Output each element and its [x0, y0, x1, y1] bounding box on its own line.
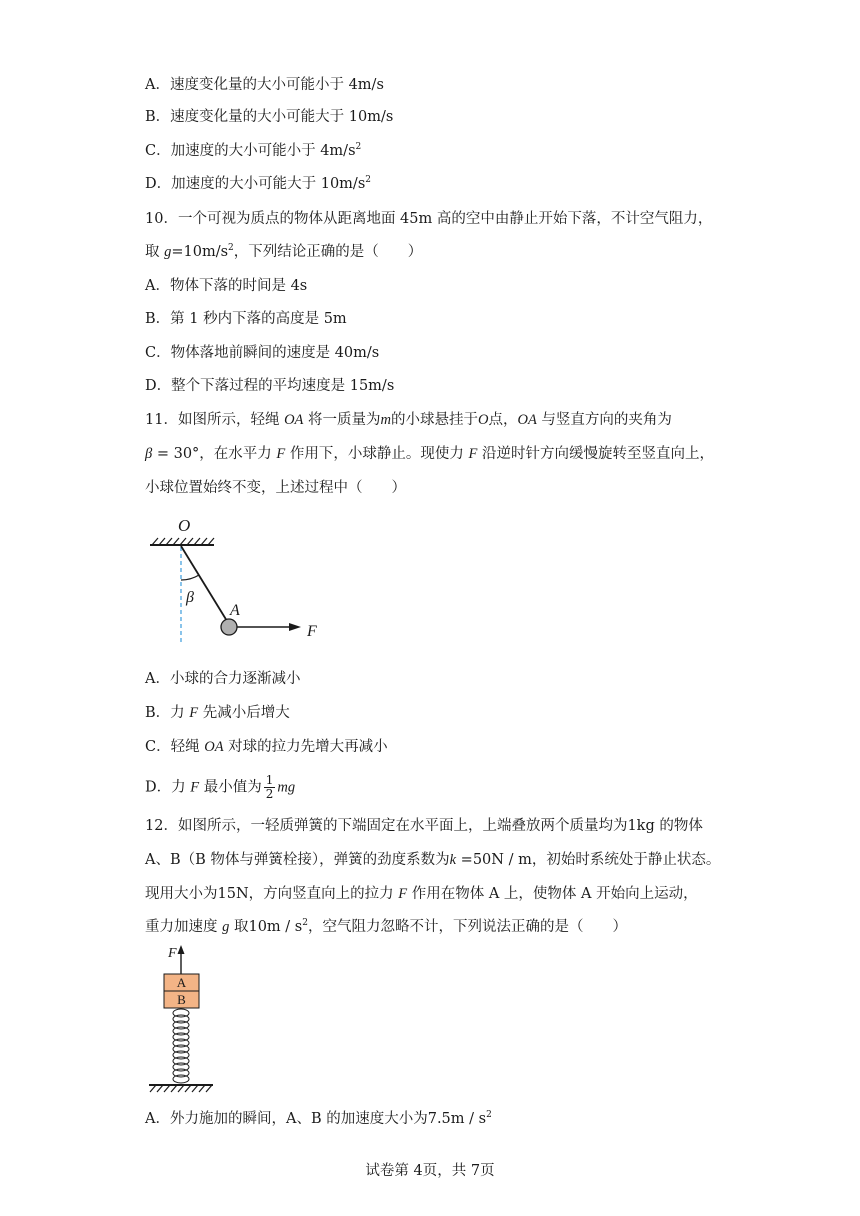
- q10-stem-line2: [145, 242, 422, 262]
- q11-c1: C．轻绳: [145, 739, 205, 755]
- q10-s2a: 取: [145, 244, 165, 260]
- q11-s1b: 将一质量为: [303, 412, 381, 428]
- q10-stem-line1: 10．一个可视为质点的物体从距离地面 45m 高的空中由静止开始下落，不计空气阻力，: [145, 211, 713, 227]
- q12-s3d: 作用在物体 A 上，使物体 A 开始向上运动，: [407, 886, 698, 902]
- q11-fig-label-beta: β: [186, 589, 194, 606]
- q11-stem-line1: [145, 410, 672, 430]
- q12-s3b: 15N: [217, 886, 249, 902]
- q12-stem-line4: [145, 917, 627, 937]
- q12-s2a: A、B（B 物体与弹簧栓接），弹簧的劲度系数为: [145, 852, 450, 868]
- q11-ball: [221, 619, 237, 635]
- q11-option-c: [145, 737, 388, 757]
- q11-f2: F: [468, 446, 478, 462]
- q9-option-d: [145, 174, 371, 194]
- q12-fig-label-b: B: [177, 992, 186, 1007]
- q9-option-c-text: C．加速度的大小可能小于 4m/s: [145, 143, 356, 159]
- q12-sup: 2: [302, 918, 308, 928]
- q12-a-sup: 2: [486, 1110, 492, 1120]
- q10-option-d: D．整个下落过程的平均速度是 15m/s: [145, 378, 395, 394]
- q12-s1a: 12．如图所示，一轻质弹簧的下端固定在水平面上，上端叠放两个质量均为: [145, 818, 628, 834]
- q11-fig-label-f: F: [307, 623, 317, 640]
- q11-option-b: [145, 703, 290, 723]
- q11-fraction: [264, 774, 276, 801]
- q11-b2: 先减小后增大: [198, 705, 290, 721]
- q10-option-c: C．物体落地前瞬间的速度是 40m/s: [145, 345, 380, 361]
- q12-a-text: A．外力施加的瞬间，A、B 的加速度大小为: [145, 1111, 428, 1127]
- q11-d2: 最小值为: [199, 779, 262, 796]
- q11-fig-label-a: A: [230, 602, 240, 619]
- q11-c2: 对球的拉力先增大再减小: [223, 739, 388, 755]
- q12-s1b: 1kg: [627, 818, 655, 834]
- q10-s2b: =10m/s: [171, 244, 229, 260]
- q11-s2c: 沿逆时针方向缓慢旋转至竖直向上，: [477, 446, 714, 462]
- q12-s4c: 10m / s: [248, 919, 303, 935]
- q11-f: F: [276, 446, 286, 462]
- q12-stem-line2: [145, 850, 720, 870]
- q9-option-c: [145, 141, 361, 161]
- q11-s1a: 11．如图所示，轻绳: [145, 412, 285, 428]
- q11-option-d: [145, 774, 295, 801]
- q11-d-f: F: [190, 779, 200, 796]
- q12-s4a: 重力加速度: [145, 919, 223, 935]
- q11-ceiling-hatch: [152, 538, 214, 545]
- q12-fig-label-a: A: [176, 975, 187, 990]
- q11-fig-label-o: O: [178, 516, 191, 535]
- q11-mg: mg: [277, 779, 296, 796]
- q12-a-val: 7.5m / s: [427, 1111, 487, 1127]
- q11-b1: B．力: [145, 705, 190, 721]
- q9-option-a: A．速度变化量的大小可能小于 4m/s: [145, 77, 384, 93]
- q12-figure: [140, 940, 230, 1100]
- q9-option-c-sup: 2: [355, 142, 362, 152]
- q11-b-f: F: [189, 705, 199, 721]
- q10-option-b: B．第 1 秒内下落的高度是 5m: [145, 311, 347, 327]
- q11-s2b: 作用下，小球静止。现使力: [285, 446, 469, 462]
- q12-s4b: 取: [229, 919, 249, 935]
- q11-s1c: 的小球悬挂于: [391, 412, 478, 428]
- q11-stem-line3: 小球位置始终不变，上述过程中（ ）: [145, 480, 406, 496]
- q11-c-oa: OA: [204, 739, 224, 755]
- q9-option-d-sup: 2: [365, 175, 371, 185]
- q9-option-b: B．速度变化量的大小可能大于 10m/s: [145, 109, 394, 125]
- q12-s4d: ，空气阻力忽略不计，下列说法正确的是（ ）: [307, 919, 627, 935]
- q12-s3c: ，方向竖直向上的拉力: [248, 886, 399, 902]
- q11-o: O: [478, 412, 489, 428]
- q11-s1e: 与竖直方向的夹角为: [536, 412, 672, 428]
- q12-g: g: [222, 919, 230, 935]
- q11-beta: β: [145, 446, 153, 462]
- q12-k: k: [449, 852, 457, 868]
- q11-d1: D．力: [145, 779, 191, 796]
- q11-arrow-head: [289, 623, 301, 631]
- q11-s2a: = 30°，在水平力: [152, 446, 277, 462]
- q11-oa: OA: [284, 412, 304, 428]
- q9-option-d-text: D．加速度的大小可能大于 10m/s: [145, 176, 366, 192]
- page-footer: 试卷第 4页，共 7页: [365, 1163, 495, 1179]
- q11-rope-oa: [181, 546, 227, 621]
- q12-arrow-head: [178, 945, 185, 954]
- q11-option-a: A．小球的合力逐渐减小: [145, 671, 301, 687]
- q12-f: F: [398, 886, 408, 902]
- q12-fig-label-f: F: [168, 946, 177, 961]
- q10-sup: 2: [228, 243, 234, 253]
- q12-option-a: [145, 1109, 492, 1129]
- q10-s2c: ，下列结论正确的是（ ）: [233, 244, 423, 260]
- q11-stem-line2: [145, 444, 714, 464]
- q12-stem-line1: [145, 816, 703, 836]
- q12-s3a: 现用大小为: [145, 886, 218, 902]
- q11-frac-num: 1: [265, 773, 274, 787]
- q11-figure: [140, 510, 340, 650]
- q11-frac-den: 2: [265, 787, 274, 801]
- q10-option-a: A．物体下落的时间是 4s: [145, 278, 308, 294]
- q12-spring: [173, 1009, 189, 1083]
- q11-oa2: OA: [517, 412, 537, 428]
- q12-stem-line3: [145, 884, 698, 904]
- q12-s1c: 的物体: [654, 818, 703, 834]
- q11-m: m: [380, 412, 391, 428]
- q11-angle-arc: [181, 575, 199, 580]
- q11-s1d: 点，: [488, 412, 518, 428]
- q12-s2b: =50N / m，初始时系统处于静止状态。: [456, 852, 721, 868]
- q10-g: g: [164, 244, 172, 260]
- q12-ground-hatch: [150, 1085, 212, 1092]
